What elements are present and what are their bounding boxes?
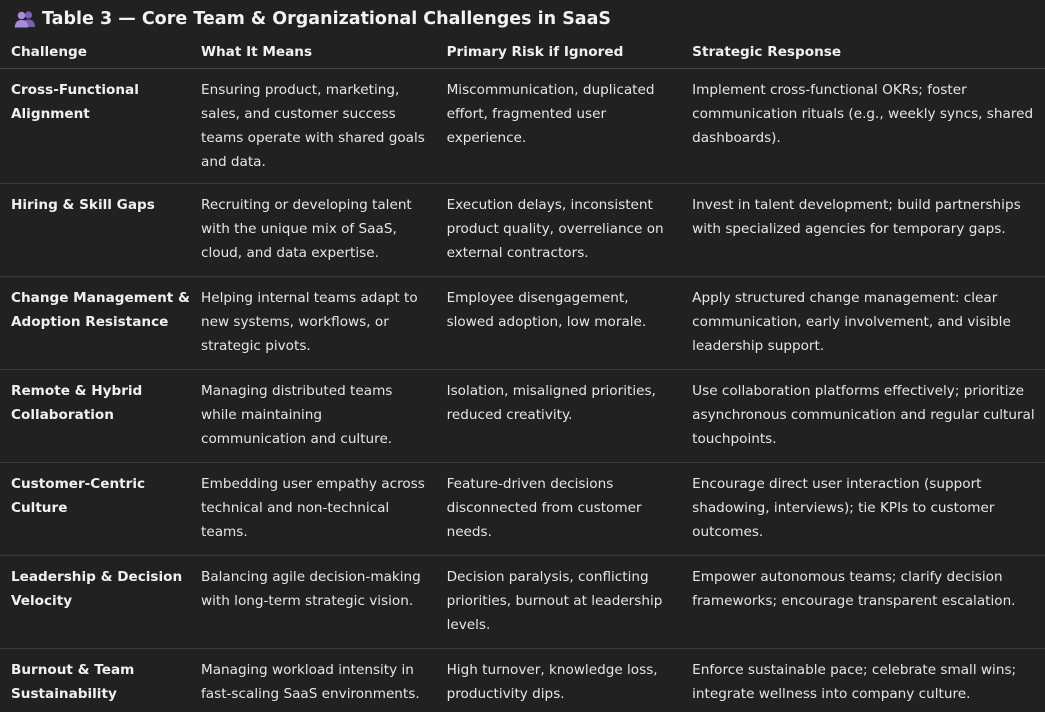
column-header-risk: Primary Risk if Ignored [436,36,682,69]
table-title [14,6,611,32]
challenges-table [0,36,1045,712]
column-header-meaning: What It Means [190,36,436,69]
cell-risk: High turnover, knowledge loss, productivity dips. [436,649,682,712]
table-row [0,649,1045,712]
cell-response: Apply structured change management: clear communication, early involvement, and visible leadership support. [681,277,1045,370]
people-icon [14,8,36,30]
cell-meaning: Ensuring product, marketing, sales, and customer success teams operate with shared goals and data. [190,69,436,184]
cell-meaning: Managing distributed teams while maintaining communication and culture. [190,370,436,463]
cell-challenge: Burnout & Team Sustainability [0,649,190,712]
cell-risk: Feature-driven decisions disconnected from customer needs. [436,463,682,556]
table-row [0,69,1045,184]
table-title-text: Table 3 — Core Team & Organizational Challenges in SaaS [42,9,612,29]
cell-challenge: Hiring & Skill Gaps [0,184,190,277]
column-header-challenge: Challenge [0,36,190,69]
cell-challenge: Customer-Centric Culture [0,463,190,556]
cell-response: Encourage direct user interaction (support shadowing, interviews); tie KPIs to customer outcomes. [681,463,1045,556]
cell-meaning: Embedding user empathy across technical and non-technical teams. [190,463,436,556]
cell-risk: Isolation, misaligned priorities, reduced creativity. [436,370,682,463]
table-header-row [0,36,1045,69]
cell-meaning: Helping internal teams adapt to new systems, workflows, or strategic pivots. [190,277,436,370]
cell-response: Use collaboration platforms effectively; prioritize asynchronous communication and regular cultural touchpoints. [681,370,1045,463]
column-header-response: Strategic Response [681,36,1045,69]
cell-challenge: Change Management & Adoption Resistance [0,277,190,370]
table-row [0,556,1045,649]
cell-risk: Miscommunication, duplicated effort, fragmented user experience. [436,69,682,184]
cell-response: Empower autonomous teams; clarify decision frameworks; encourage transparent escalation. [681,556,1045,649]
cell-response: Implement cross-functional OKRs; foster communication rituals (e.g., weekly syncs, shared dashboards). [681,69,1045,184]
cell-risk: Decision paralysis, conflicting priorities, burnout at leadership levels. [436,556,682,649]
cell-meaning: Managing workload intensity in fast-scaling SaaS environments. [190,649,436,712]
cell-challenge: Remote & Hybrid Collaboration [0,370,190,463]
table-row [0,277,1045,370]
table-row [0,370,1045,463]
table-row [0,463,1045,556]
cell-response: Invest in talent development; build partnerships with specialized agencies for temporary gaps. [681,184,1045,277]
cell-risk: Employee disengagement, slowed adoption, low morale. [436,277,682,370]
table-row [0,184,1045,277]
cell-challenge: Cross-Functional Alignment [0,69,190,184]
cell-response: Enforce sustainable pace; celebrate small wins; integrate wellness into company culture. [681,649,1045,712]
cell-challenge: Leadership & Decision Velocity [0,556,190,649]
cell-risk: Execution delays, inconsistent product quality, overreliance on external contractors. [436,184,682,277]
cell-meaning: Balancing agile decision-making with long-term strategic vision. [190,556,436,649]
cell-meaning: Recruiting or developing talent with the unique mix of SaaS, cloud, and data expertise. [190,184,436,277]
